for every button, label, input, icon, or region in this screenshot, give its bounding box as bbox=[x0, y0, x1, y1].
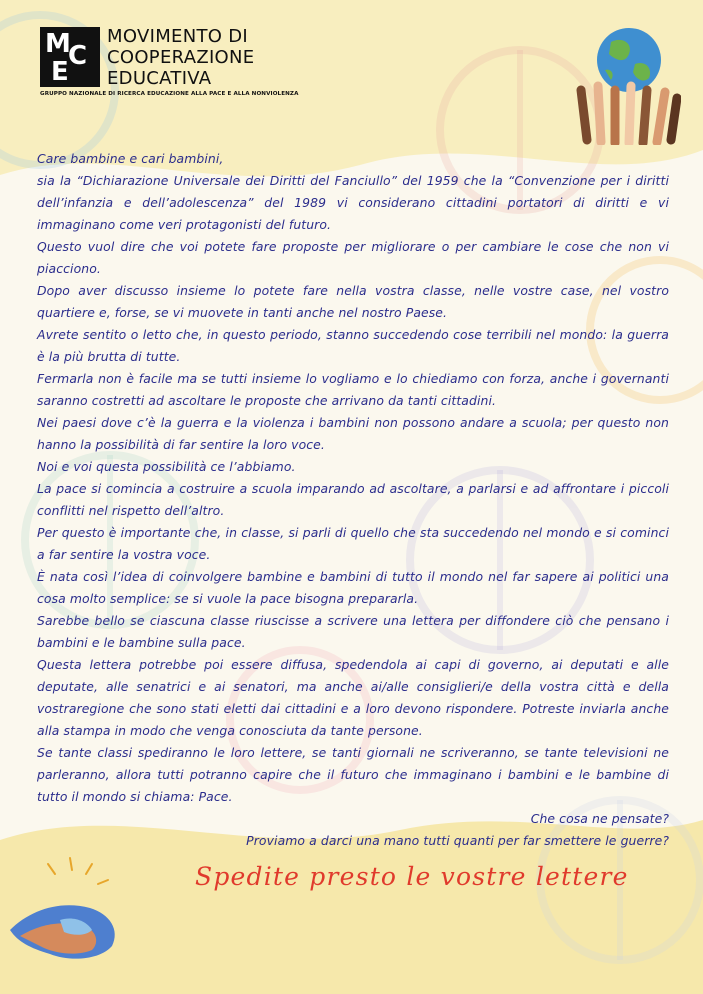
mce-logo-mark bbox=[40, 27, 100, 87]
letter-paragraph: Nei paesi dove c’è la guerra e la violenza i bambini non possono andare a scuola; per questo non hanno la possibilità di far sentire la loro voce. bbox=[37, 415, 669, 452]
logo-letter-c: C bbox=[68, 41, 88, 71]
letter-paragraph: Noi e voi questa possibilità ce l’abbiamo. bbox=[37, 459, 296, 474]
logo-letter-m: M bbox=[45, 29, 71, 59]
logo-letter-e: E bbox=[51, 57, 69, 87]
letter-paragraph: Fermarla non è facile ma se tutti insieme lo vogliamo e lo chiediamo con forza, anche i governanti saranno costretti ad ascoltare le proposte che arrivano da tanti cittadini. bbox=[37, 371, 669, 408]
letter-body bbox=[37, 148, 669, 852]
letter-paragraph: Care bambine e cari bambini, bbox=[37, 151, 224, 166]
letter-paragraph: sia la “Dichiarazione Universale dei Diritti del Fanciullo” del 1959 che la “Convenzione per i diritti dell’infanzia e dell’adolescenza” del 1989 vi considerano cittadini portatori di diritti e vi immaginano come veri protagonisti del futuro. bbox=[37, 173, 669, 232]
organization-name-line-3: EDUCATIVA bbox=[107, 68, 212, 89]
clasped-hands-illustration bbox=[0, 850, 140, 970]
closing-question: Che cosa ne pensate? bbox=[530, 811, 669, 826]
letter-paragraph: Questo vuol dire che voi potete fare proposte per migliorare o per cambiare le cose che non vi piacciono. bbox=[37, 239, 669, 276]
letter-paragraph: Per questo è importante che, in classe, si parli di quello che sta succedendo nel mondo e si cominci a far sentire la vostra voce. bbox=[37, 525, 669, 562]
call-to-action-title: Spedite presto le vostre lettere bbox=[195, 862, 629, 891]
organization-name-line-2: COOPERAZIONE bbox=[107, 47, 255, 68]
organization-subtitle: GRUPPO NAZIONALE DI RICERCA EDUCAZIONE ALLA PACE E ALLA NONVIOLENZA bbox=[40, 91, 299, 97]
letter-paragraph: Sarebbe bello se ciascuna classe riuscisse a scrivere una lettera per diffondere ciò che pensano i bambini e le bambine sulla pace. bbox=[37, 613, 669, 650]
letter-paragraph: Questa lettera potrebbe poi essere diffusa, spedendola ai capi di governo, ai deputati e alle deputate, alle senatrici e ai senatori, ma anche ai/alle consiglieri/e della vostra città e della vostraregione che sono stati eletti dai cittadini e a loro devono rispondere. Potreste inviarla anche alla stampa in modo che venga conosciuta da tante persone. bbox=[37, 657, 669, 738]
globe-with-hands-illustration bbox=[571, 20, 681, 145]
letter-paragraph: Avrete sentito o letto che, in questo periodo, stanno succedendo cose terribili nel mondo: la guerra è la più brutta di tutte. bbox=[37, 327, 669, 364]
letter-paragraph: Dopo aver discusso insieme lo potete fare nella vostra classe, nelle vostre case, nel vostro quartiere e, forse, se vi muovete in tanti anche nel nostro Paese. bbox=[37, 283, 669, 320]
header bbox=[0, 0, 703, 145]
organization-name-line-1: MOVIMENTO DI bbox=[107, 26, 249, 47]
closing-invitation: Proviamo a darci una mano tutti quanti per far smettere le guerre? bbox=[246, 833, 669, 848]
letter-paragraph: È nata così l’idea di coinvolgere bambine e bambini di tutto il mondo nel far sapere ai politici una cosa molto semplice: se si vuole la pace bisogna prepararla. bbox=[37, 569, 669, 606]
letter-paragraph: Se tante classi spediranno le loro lettere, se tanti giornali ne scriveranno, se tante televisioni ne parleranno, allora tutti potranno capire che il futuro che immaginano i bambini e le bambine di tutto il mondo si chiama: Pace. bbox=[37, 745, 669, 804]
letter-paragraph: La pace si comincia a costruire a scuola imparando ad ascoltare, a parlarsi e ad affrontare i piccoli conflitti nel rispetto dell’altro. bbox=[37, 481, 669, 518]
organization-name bbox=[107, 26, 287, 89]
